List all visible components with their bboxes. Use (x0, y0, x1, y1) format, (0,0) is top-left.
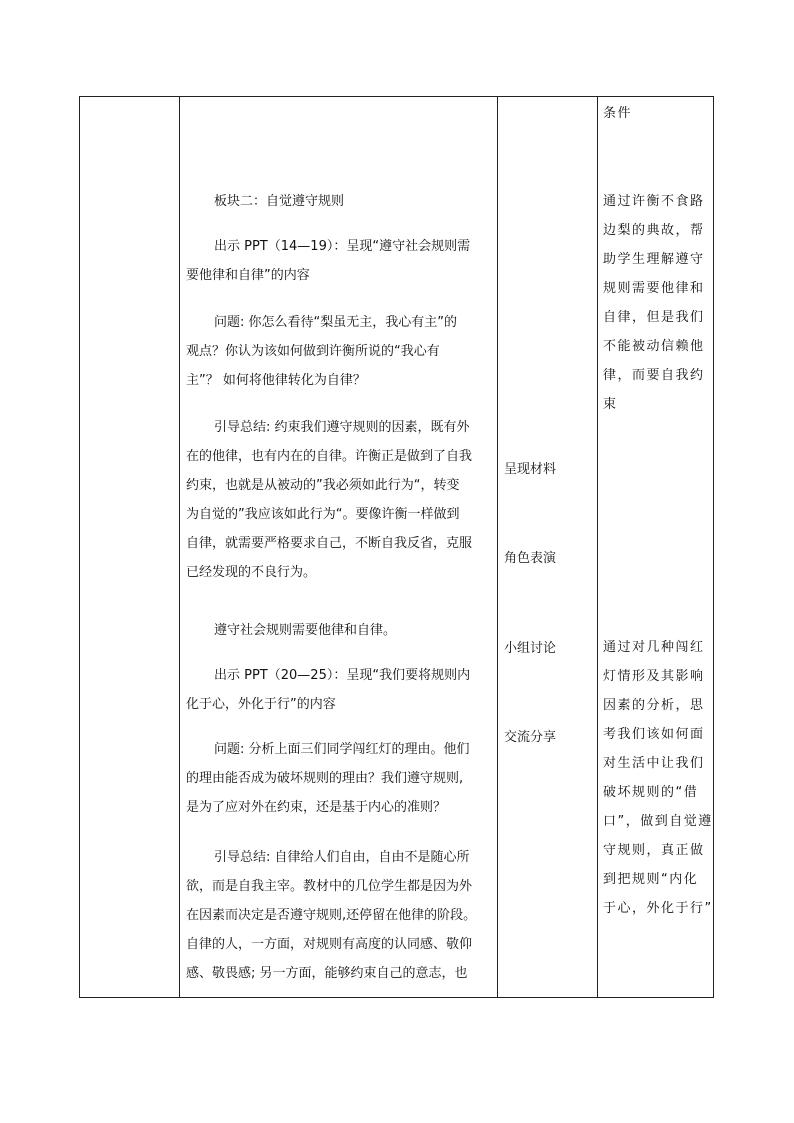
summary-paragraph: 引导总结: 自律给人们自由，自由不是随心所 欲，而是自我主宰。教材中的几位学生都是因为外 在因素而决定是否遵守规则,还停留在他律的阶段。 自律的人，一方面，对规则有高度的认同感、敬仰 感、敬畏感; 另一方面，能够约束自己的意志，也 (186, 850, 477, 981)
activity-label: 交流分享 (504, 730, 557, 745)
section-heading: 板块二：自觉遵守规则 (214, 194, 345, 209)
design-intent-cell (598, 97, 715, 997)
conclusion-line: 遵守社会规则需要他律和自律。 (214, 623, 397, 638)
intent-paragraph: 通过对几种闯红 灯情形及其影响 因素的分析，思 考我们该如何面 对生活中让我们 破坏规则的“借 口”，做到自觉遵 守规则，真正做 到把规则“内化 于心，外化于行” (603, 640, 713, 916)
student-activity-cell (498, 97, 597, 997)
summary-paragraph: 引导总结: 约束我们遵守规则的因素，既有外 在的他律，也有内在的自律。许衡正是做到了自我 约束，也就是从被动的”我必须如此行为“，转变 为自觉的”我应该如此行为“。要像许衡一样做到 自律，就需要严格要求自己，不断自我反省，克服 已经发现的不良行为。 (186, 420, 473, 580)
intent-top-word: 条件 (603, 106, 633, 121)
activity-label: 呈现材料 (504, 462, 557, 477)
blank-cell (80, 97, 179, 997)
question-paragraph: 问题: 你怎么看待“梨虽无主，我心有主”的 观点？你认为该如何做到许衡所说的“我心有 主”？ 如何将他律转化为自律？ (186, 315, 457, 388)
activity-label: 小组讨论 (504, 641, 557, 656)
lesson-plan-table (79, 96, 714, 998)
ppt-instruction: 出示 PPT（14—19）：呈现“遵守社会规则需 要他律和自律”的内容 (186, 239, 471, 283)
intent-paragraph: 通过许衡不食路 边梨的典故，帮 助学生理解遵守 规则需要他律和 自律，但是我们 不能被动信赖他 律，而要自我约 束 (603, 194, 705, 412)
ppt-instruction: 出示 PPT（20—25）：呈现“我们要将规则内 化于心，外化于行”的内容 (186, 668, 471, 712)
activity-label: 角色表演 (504, 551, 557, 566)
teaching-process-cell (180, 97, 497, 997)
question-paragraph: 问题: 分析上面三们同学闯红灯的理由。他们 的理由能否成为破坏规则的理由？我们遵守规则, 是为了应对外在约束，还是基于内心的准则？ (186, 742, 470, 815)
